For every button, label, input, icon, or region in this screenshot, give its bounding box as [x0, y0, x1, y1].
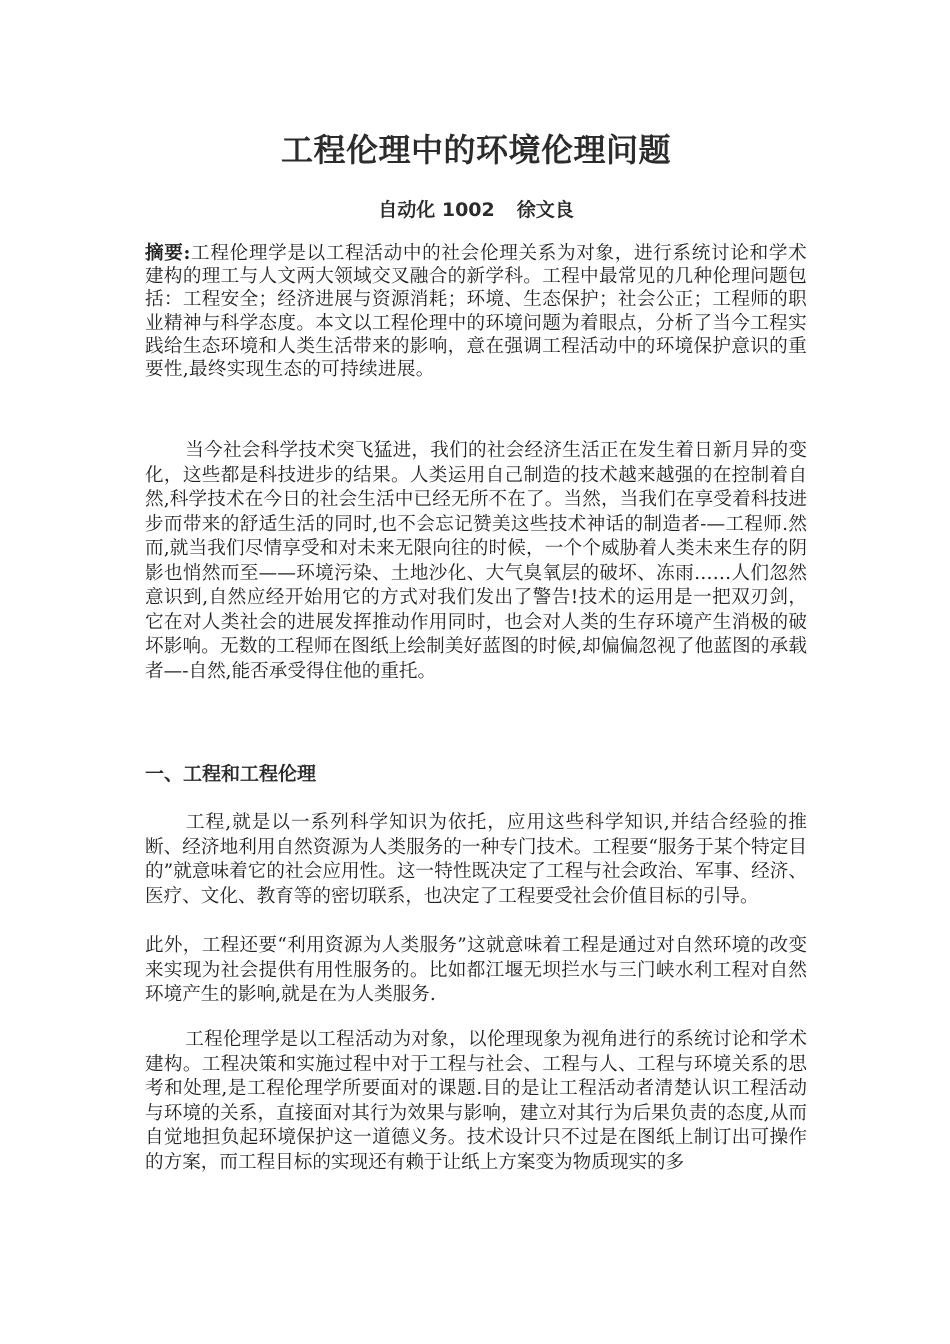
author-line [145, 196, 807, 224]
intro-paragraph-text: 当今社会科学技术突飞猛进，我们的社会经济生活正在发生着日新月异的变化，这些都是科技进步的结果。人类运用自己制造的技术越来越强的在控制着自然,科学技术在今日的社会生活中已经无所不在了。当然，当我们在享受着科技进步而带来的舒适生活的同时,也不会忘记赞美这些技术神话的制造者-—工程师.然而,就当我们尽情享受和对未来无限向往的时候，一个个威胁着人类未来生存的阴影也悄然而至——环境污染、土地沙化、大气臭氧层的破坏、冻雨……人们忽然意识到,自然应经开始用它的方式对我们发出了警告!技术的运用是一把双刃剑，它在对人类社会的进展发挥推动作用同时，也会对人类的生存环境产生消极的破坏影响。无数的工程师在图纸上绘制美好蓝图的时候,却偏偏忽视了他蓝图的承载者—-自然,能否承受得住他的重托。 [145, 440, 807, 682]
section-heading: 一、工程和工程伦理 [145, 763, 317, 785]
abstract-label: 摘要: [145, 243, 191, 264]
section1-paragraph-2 [145, 934, 807, 1008]
section1-paragraph-1 [145, 811, 807, 909]
abstract-text: 工程伦理学是以工程活动中的社会伦理关系为对象，进行系统讨论和学术建构的理工与人文两大领域交叉融合的新学科。工程中最常见的几种伦理问题包括：工程安全；经济进展与资源消耗；环境、生态保护；社会公正；工程师的职业精神与科学态度。本文以工程伦理中的环境问题为着眼点，分析了当今工程实践给生态环境和人类生活带来的影响，意在强调工程活动中的环境保护意识的重要性,最终实现生态的可持续进展。 [145, 243, 807, 381]
section1-paragraph-2-text: 此外，工程还要“利用资源为人类服务”这就意味着工程是通过对自然环境的改变来实现为社会提供有用性服务的。比如都江堰无坝拦水与三门峡水利工程对自然环境产生的影响,就是在为人类服务. [145, 935, 807, 1005]
section1-paragraph-3 [145, 1028, 807, 1175]
intro-paragraph [145, 439, 807, 684]
abstract-paragraph [145, 242, 807, 381]
author-name: 徐文良 [516, 199, 574, 221]
document-title: 工程伦理中的环境伦理问题 [280, 131, 671, 169]
section1-paragraph-3-text: 工程伦理学是以工程活动为对象，以伦理现象为视角进行的系统讨论和学术建构。工程决策和实施过程中对于工程与社会、工程与人、工程与环境关系的思考和处理,是工程伦理学所要面对的课题.目的是让工程活动者清楚认识工程活动与环境的关系，直接面对其行为效果与影响，建立对其行为后果负责的态度,从而自觉地担负起环境保护这一道德义务。技术设计只不过是在图纸上制订出可操作的方案，而工程目标的实现还有赖于让纸上方案变为物质现实的多 [145, 1029, 807, 1173]
author-class: 自动化 1002 [378, 199, 495, 221]
section1-paragraph-1-text: 工程,就是以一系列科学知识为依托，应用这些科学知识,并结合经验的推断、经济地利用自然资源为人类服务的一种专门技术。工程要“服务于某个特定目的”就意味着它的社会应用性。这一特性既决定了工程与社会政治、军事、经济、医疗、文化、教育等的密切联系，也决定了工程要受社会价值目标的引导。 [145, 812, 807, 907]
